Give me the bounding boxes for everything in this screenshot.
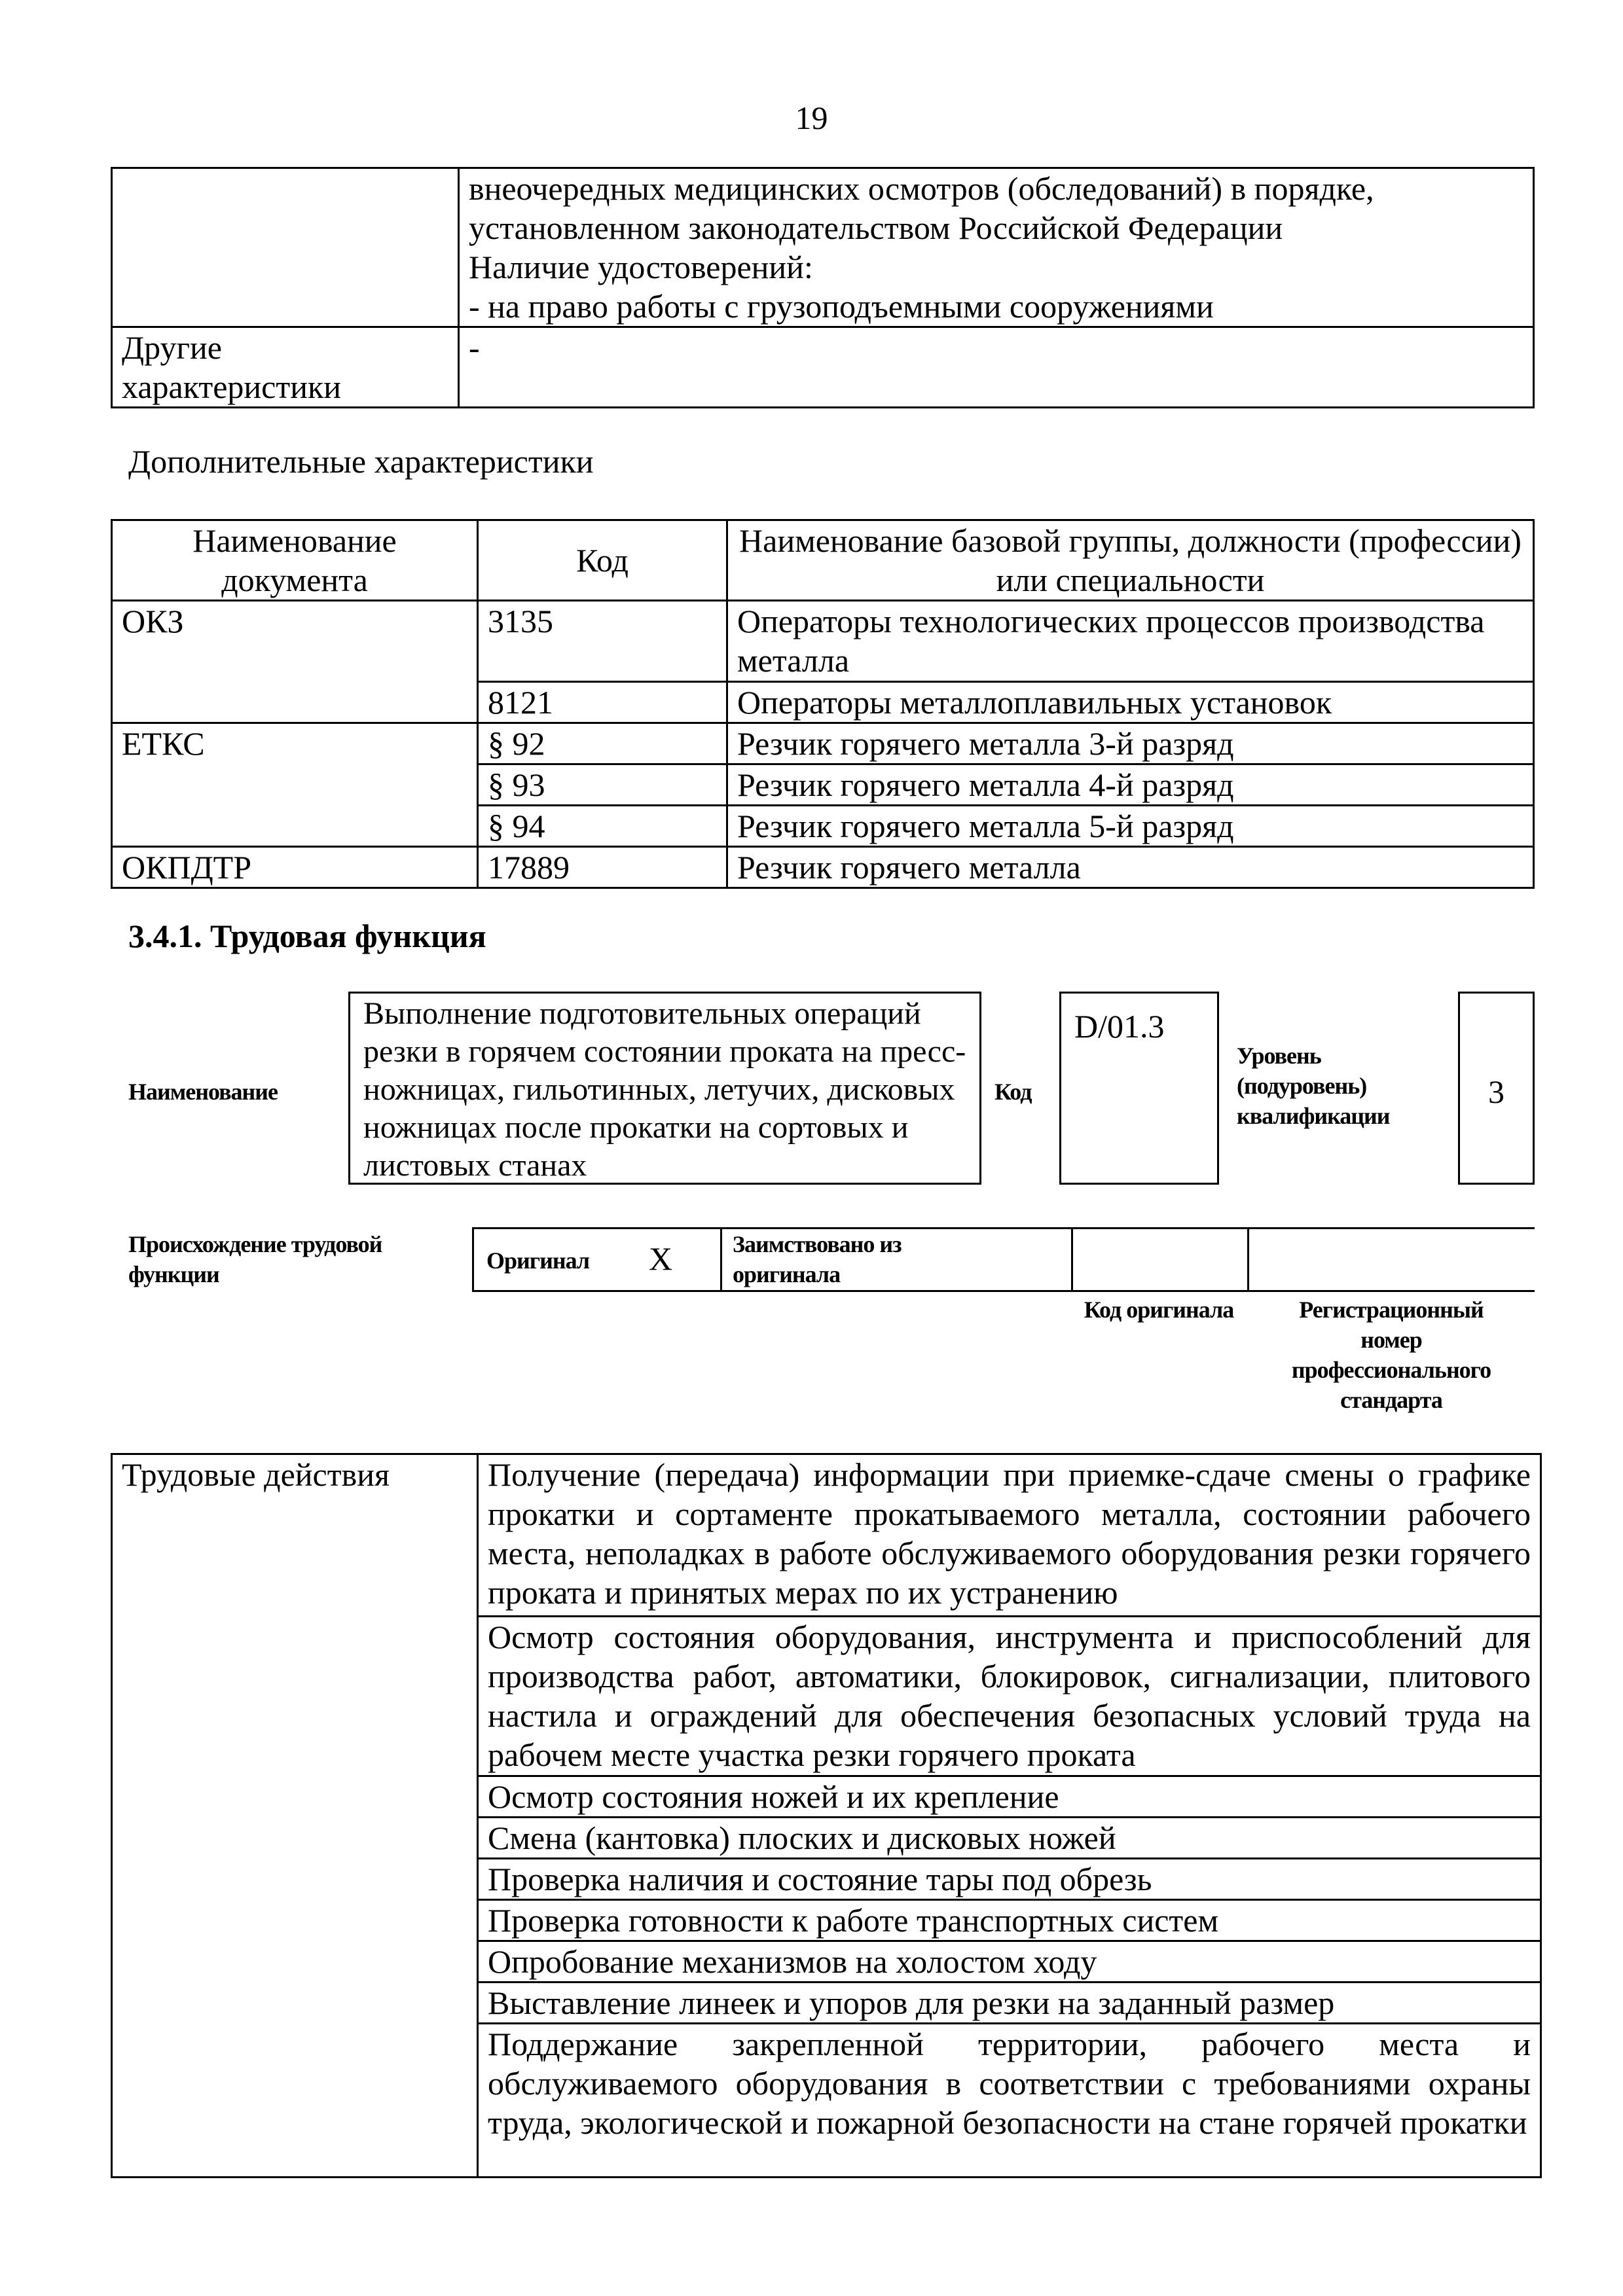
labor-action-item: Осмотр состояния ножей и их крепление [478,1776,1541,1818]
qualification-level-box: 3 [1458,992,1535,1185]
code-cell: § 94 [478,806,727,847]
doc-cell: ОКЗ [112,601,478,723]
doc-cell: ЕТКС [112,723,478,847]
function-code-box: D/01.3 [1059,992,1219,1185]
labor-action-item: Осмотр состояния оборудования, инструмента и приспособлений для производства работ, автоматики, блокировок, сигнализации, плитового настила и ограждений для обеспечения безопасных условий труда на рабочем месте участка резки горячего проката [478,1617,1541,1776]
original-code-caption: Код оригинала [1084,1297,1234,1323]
labor-action-item: Получение (передача) информации при приемке-сдаче смены о графике прокатки и сортаменте прокатываемого металла, состоянии рабочего места, неполадках в работе обслуживаемого оборудования резки горячего проката и принятых мерах по их устранению [478,1454,1541,1617]
text-line: установленном законодательством Российской Федерации [469,209,1283,246]
name-cell: Резчик горячего металла 4-й разряд [727,764,1534,806]
labor-action-item: Проверка наличия и состояние тары под обрезь [478,1859,1541,1900]
code-cell: § 92 [478,723,727,764]
name-cell: Резчик горячего металла 5-й разряд [727,806,1534,847]
other-characteristics-value: - [459,327,1534,408]
registration-number-caption: Регистрационный номер профессионального стандарта [1291,1297,1491,1413]
header-code: Код [478,520,727,601]
code-cell: § 93 [478,764,727,806]
name-cell: Операторы металлоплавильных установок [727,682,1534,723]
other-characteristics-label: Другие характеристики [112,327,459,408]
origin-table [472,1227,1535,1292]
text-line: Наличие удостоверений: [469,249,813,285]
labor-actions-label: Трудовые действия [112,1454,478,2178]
top-table [111,167,1535,408]
name-cell: Резчик горячего металла 3-й разряд [727,723,1534,764]
page-number: 19 [795,99,828,136]
code-cell: 3135 [478,601,727,682]
header-document: Наименование документа [112,520,478,601]
original-mark: X [649,1240,673,1277]
section-title: Дополнительные характеристики [128,443,594,480]
divider [720,1229,722,1292]
original-label: Оригинал [486,1247,590,1274]
labor-action-item: Поддержание закрепленной территории, рабочего места и обслуживаемого оборудования в соответствии с требованиями охраны труда, экологической и пожарной безопасности на стане горячей прокатки [478,2024,1541,2178]
labor-action-item: Смена (кантовка) плоских и дисковых ножей [478,1818,1541,1859]
labor-actions-table [111,1453,1542,2178]
divider [472,1229,474,1292]
divider [1071,1229,1073,1292]
labor-action-item: Проверка готовности к работе транспортных систем [478,1900,1541,1941]
top-table-empty-cell [112,168,459,327]
origin-label: Происхождение трудовой функции [128,1231,382,1287]
doc-cell: ОКПДТР [112,847,478,888]
text-line: внеочередных медицинских осмотров (обследований) в порядке, [469,170,1374,207]
function-code-label: Код [994,1079,1032,1105]
divider [1247,1229,1249,1292]
top-table-requirements-cell [459,168,1534,327]
name-cell: Резчик горячего металла [727,847,1534,888]
code-cell: 8121 [478,682,727,723]
labor-action-item: Опробование механизмов на холостом ходу [478,1941,1541,1982]
function-name-label: Наименование [128,1079,278,1105]
function-heading: 3.4.1. Трудовая функция [128,918,486,954]
qualification-level-label: Уровень (подуровень) квалификации [1237,1043,1390,1129]
additional-characteristics-table [111,519,1535,889]
borrowed-label: Заимствовано из оригинала [733,1231,902,1287]
text-line: - на право работы с грузоподъемными сооружениями [469,288,1214,325]
function-name-box: Выполнение подготовительных операций резки в горячем состоянии проката на пресс-ножницах, гильотинных, летучих, дисковых ножницах после прокатки на сортовых и листовых станах [348,992,981,1185]
labor-action-item: Выставление линеек и упоров для резки на заданный размер [478,1982,1541,2024]
code-cell: 17889 [478,847,727,888]
header-name: Наименование базовой группы, должности (профессии) или специальности [727,520,1534,601]
name-cell: Операторы технологических процессов производства металла [727,601,1534,682]
